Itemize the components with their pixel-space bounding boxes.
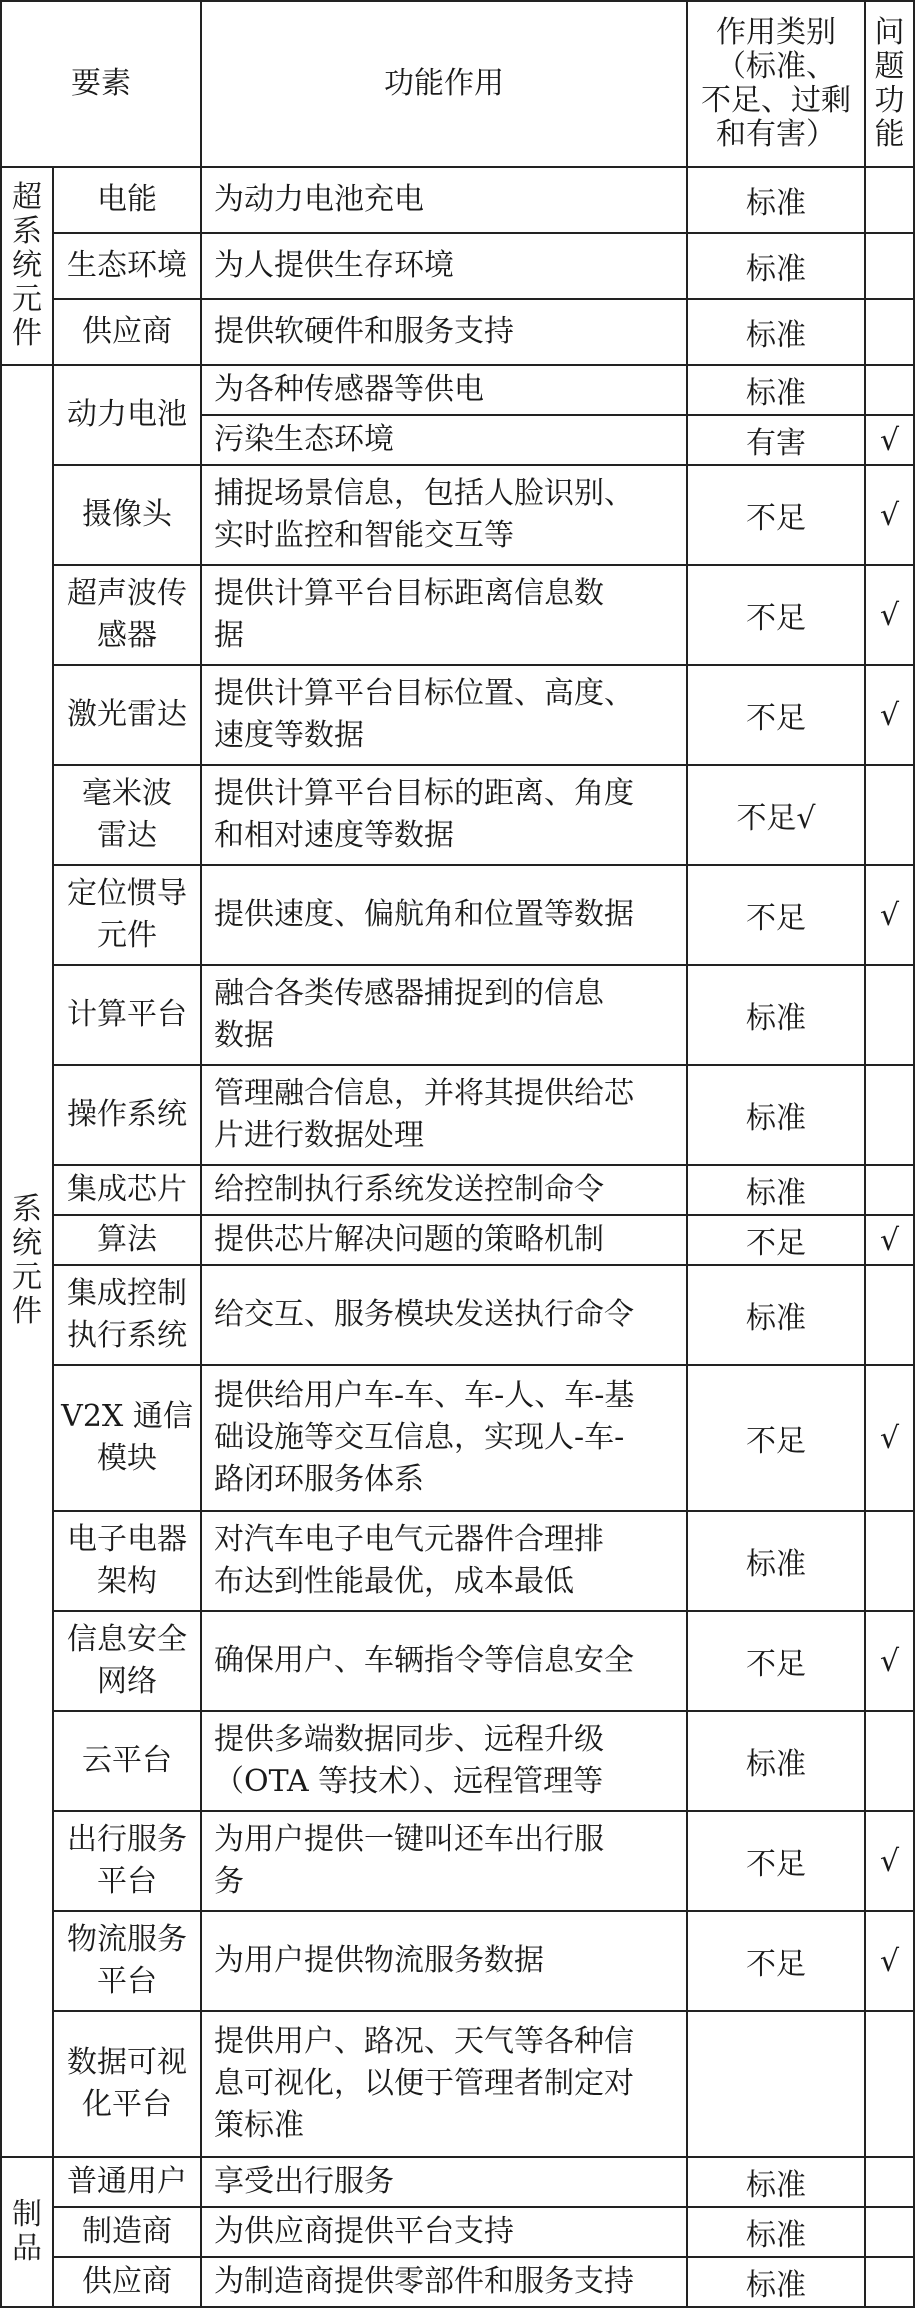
table-row [1, 465, 914, 565]
function-cell [201, 1911, 687, 2011]
category-cell: 标准 [687, 2157, 865, 2207]
table-row [1, 665, 914, 765]
function-cell [201, 167, 687, 233]
group-label-line: 件 [12, 1294, 42, 1329]
function-line: 享受出行服务 [214, 2164, 394, 2199]
header-problem [865, 1, 914, 167]
category-cell: 标准 [687, 1711, 865, 1811]
element-cell [53, 2157, 201, 2207]
element-line: 雷达 [97, 818, 157, 853]
group-label-line: 统 [12, 248, 42, 283]
function-line: 提供用户、路况、天气等各种信 [214, 2024, 634, 2059]
function-cell [201, 1811, 687, 1911]
table-row [1, 1611, 914, 1711]
element-cell [53, 1165, 201, 1215]
function-cell [201, 765, 687, 865]
function-line: 策标准 [214, 2108, 304, 2143]
category-cell: 标准 [687, 2257, 865, 2307]
header-problem-line: 问 [874, 15, 905, 50]
table-row [1, 765, 914, 865]
element-cell [53, 1811, 201, 1911]
problem-check-cell: √ [865, 415, 914, 465]
function-line: 路闭环服务体系 [214, 1462, 424, 1497]
element-cell [53, 167, 201, 233]
group-label-line: 系 [12, 214, 42, 249]
category-cell: 标准 [687, 299, 865, 365]
function-line: 速度等数据 [214, 718, 364, 753]
function-cell [201, 1511, 687, 1611]
element-cell [53, 765, 201, 865]
group-label-line: 品 [12, 2231, 42, 2266]
element-line: 算法 [97, 1222, 157, 1257]
problem-check-cell [865, 2157, 914, 2207]
table-row [1, 299, 914, 365]
function-line: 片进行数据处理 [214, 1118, 424, 1153]
element-cell [53, 565, 201, 665]
function-cell [201, 1611, 687, 1711]
function-cell [201, 665, 687, 765]
function-cell [201, 1215, 687, 1265]
table-row [1, 1065, 914, 1165]
function-line: 息可视化，以便于管理者制定对 [214, 2066, 634, 2101]
function-line: 提供计算平台目标的距离、角度 [214, 776, 634, 811]
element-line: 集成控制 [67, 1276, 187, 1311]
function-line: 础设施等交互信息，实现人-车- [214, 1420, 625, 1455]
table-row [1, 2157, 914, 2207]
element-line: 电子电器 [67, 1522, 187, 1557]
element-cell [53, 2257, 201, 2307]
category-cell: 标准 [687, 965, 865, 1065]
element-line: 生态环境 [67, 248, 187, 283]
function-cell [201, 2207, 687, 2257]
function-cell [201, 299, 687, 365]
category-cell: 不足 [687, 465, 865, 565]
problem-check-cell [865, 1511, 914, 1611]
category-cell: 不足 [687, 1215, 865, 1265]
function-line: 为供应商提供平台支持 [214, 2214, 514, 2249]
function-cell [201, 1265, 687, 1365]
group-label-line: 超 [12, 180, 42, 215]
category-cell: 不足 [687, 1811, 865, 1911]
function-line: （OTA 等技术）、远程管理等 [214, 1764, 604, 1799]
element-cell [53, 965, 201, 1065]
function-line: 和相对速度等数据 [214, 818, 454, 853]
category-cell: 标准 [687, 1511, 865, 1611]
table-row [1, 233, 914, 299]
table-body [1, 1, 914, 2307]
header-category [687, 1, 865, 167]
function-cell [201, 1165, 687, 1215]
function-line: 提供芯片解决问题的策略机制 [214, 1222, 604, 1257]
table-row [1, 1165, 914, 1215]
function-line: 提供软硬件和服务支持 [214, 314, 514, 349]
element-line: 网络 [97, 1664, 157, 1699]
problem-check-cell [865, 2257, 914, 2307]
element-line: 激光雷达 [67, 697, 187, 732]
function-line: 为用户提供一键叫还车出行服 [214, 1822, 604, 1857]
function-line: 确保用户、车辆指令等信息安全 [214, 1643, 634, 1678]
category-cell: 标准 [687, 233, 865, 299]
function-line: 为动力电池充电 [214, 182, 424, 217]
element-cell [53, 1911, 201, 2011]
problem-check-cell: √ [865, 1215, 914, 1265]
category-cell: 不足 [687, 865, 865, 965]
function-line: 捕捉场景信息，包括人脸识别、 [214, 476, 634, 511]
function-cell [201, 565, 687, 665]
problem-check-cell [865, 1165, 914, 1215]
function-line: 数据 [214, 1018, 274, 1053]
problem-check-cell: √ [865, 1911, 914, 2011]
problem-check-cell: √ [865, 865, 914, 965]
function-line: 提供给用户车-车、车-人、车-基 [214, 1378, 635, 1413]
table-row [1, 1215, 914, 1265]
function-cell [201, 1711, 687, 1811]
element-cell [53, 1511, 201, 1611]
element-cell [53, 1265, 201, 1365]
element-line: 物流服务 [67, 1922, 187, 1957]
table-row [1, 2011, 914, 2157]
problem-check-cell [865, 365, 914, 415]
category-cell: 有害 [687, 415, 865, 465]
element-cell [53, 1711, 201, 1811]
function-line: 据 [214, 618, 244, 653]
function-cell [201, 465, 687, 565]
function-cell [201, 365, 687, 415]
category-cell: 不足 [687, 1365, 865, 1511]
problem-check-cell [865, 2011, 914, 2157]
problem-check-cell: √ [865, 565, 914, 665]
header-problem-line: 能 [874, 117, 905, 152]
element-cell [53, 2207, 201, 2257]
group-label-line: 统 [12, 1226, 42, 1261]
element-line: 模块 [97, 1441, 157, 1476]
element-line: 供应商 [82, 2264, 172, 2299]
table-row [1, 1365, 914, 1511]
function-cell [201, 2257, 687, 2307]
element-cell [53, 1365, 201, 1511]
function-cell [201, 2011, 687, 2157]
element-line: V2X 通信 [61, 1399, 193, 1434]
category-cell: 标准 [687, 2207, 865, 2257]
header-category-line: 和有害） [716, 117, 836, 152]
element-cell [53, 865, 201, 965]
category-cell: 标准 [687, 1265, 865, 1365]
element-line: 制造商 [82, 2214, 172, 2249]
problem-check-cell: √ [865, 1365, 914, 1511]
element-line: 定位惯导 [67, 876, 187, 911]
table-row [1, 965, 914, 1065]
function-line: 对汽车电子电气元器件合理排 [214, 1522, 604, 1557]
function-cell [201, 1365, 687, 1511]
function-line: 提供计算平台目标位置、高度、 [214, 676, 634, 711]
element-line: 执行系统 [67, 1318, 187, 1353]
category-cell: 标准 [687, 1065, 865, 1165]
group-label-line: 元 [12, 282, 42, 317]
element-line: 元件 [97, 918, 157, 953]
table-row [1, 365, 914, 415]
header-function: 功能作用 [201, 1, 687, 167]
table-row [1, 1911, 914, 2011]
element-line: 计算平台 [67, 997, 187, 1032]
element-cell [53, 1611, 201, 1711]
function-line: 为各种传感器等供电 [214, 372, 484, 407]
element-line: 信息安全 [67, 1622, 187, 1657]
problem-check-cell [865, 167, 914, 233]
element-line: 架构 [97, 1564, 157, 1599]
group-label-line: 系 [12, 1192, 42, 1227]
element-cell [53, 233, 201, 299]
table-row [1, 1511, 914, 1611]
function-line: 提供速度、偏航角和位置等数据 [214, 897, 634, 932]
element-line: 摄像头 [82, 497, 172, 532]
group-label-super-system [1, 167, 53, 365]
element-cell [53, 2011, 201, 2157]
table-row [1, 565, 914, 665]
element-cell [53, 365, 201, 465]
problem-check-cell: √ [865, 665, 914, 765]
element-cell [53, 665, 201, 765]
element-line: 化平台 [82, 2087, 172, 2122]
function-line: 为人提供生存环境 [214, 248, 454, 283]
element-line: 感器 [97, 618, 157, 653]
header-element: 要素 [1, 1, 201, 167]
category-cell: 标准 [687, 365, 865, 415]
problem-check-cell [865, 965, 914, 1065]
function-line: 管理融合信息，并将其提供给芯 [214, 1076, 634, 1111]
group-label-system [1, 365, 53, 2157]
group-label-product [1, 2157, 53, 2307]
problem-check-cell [865, 1065, 914, 1165]
element-cell [53, 465, 201, 565]
category-cell: 标准 [687, 1165, 865, 1215]
function-line: 给交互、服务模块发送执行命令 [214, 1297, 634, 1332]
element-line: 供应商 [82, 314, 172, 349]
function-cell [201, 965, 687, 1065]
table-row [1, 1265, 914, 1365]
function-line: 提供计算平台目标距离信息数 [214, 576, 604, 611]
table-row [1, 1711, 914, 1811]
function-line: 污染生态环境 [214, 422, 394, 457]
header-category-line: （标准、 [716, 49, 836, 84]
element-cell [53, 1215, 201, 1265]
function-line: 务 [214, 1864, 244, 1899]
category-cell: 不足 [687, 1911, 865, 2011]
element-line: 平台 [97, 1864, 157, 1899]
element-line: 电能 [97, 182, 157, 217]
element-line: 动力电池 [67, 397, 187, 432]
function-line: 给控制执行系统发送控制命令 [214, 1172, 604, 1207]
problem-check-cell: √ [865, 1611, 914, 1711]
problem-check-cell: √ [865, 1811, 914, 1911]
header-category-line: 作用类别 [716, 15, 836, 50]
function-cell [201, 2157, 687, 2207]
header-category-line: 不足、过剩 [701, 83, 851, 118]
table-row [1, 2207, 914, 2257]
table-row [1, 865, 914, 965]
category-cell: 不足 [687, 665, 865, 765]
element-cell [53, 299, 201, 365]
element-line: 超声波传 [67, 576, 187, 611]
group-label-line: 元 [12, 1260, 42, 1295]
element-line: 平台 [97, 1964, 157, 1999]
header-problem-line: 功 [874, 83, 905, 118]
element-line: 普通用户 [67, 2164, 187, 2199]
problem-check-cell [865, 1265, 914, 1365]
function-cell [201, 233, 687, 299]
category-cell: 标准 [687, 167, 865, 233]
function-cell [201, 415, 687, 465]
element-line: 操作系统 [67, 1097, 187, 1132]
category-cell [687, 2011, 865, 2157]
problem-check-cell [865, 1711, 914, 1811]
function-line: 为用户提供物流服务数据 [214, 1943, 544, 1978]
element-line: 数据可视 [67, 2045, 187, 2080]
table-row [1, 2257, 914, 2307]
element-line: 出行服务 [67, 1822, 187, 1857]
group-label-line: 制 [12, 2197, 42, 2232]
problem-check-cell [865, 233, 914, 299]
element-line: 集成芯片 [67, 1172, 187, 1207]
category-cell: 不足 [687, 565, 865, 665]
function-line: 布达到性能最优，成本最低 [214, 1564, 574, 1599]
function-line: 融合各类传感器捕捉到的信息 [214, 976, 604, 1011]
table-row [1, 167, 914, 233]
problem-check-cell [865, 765, 914, 865]
function-line: 实时监控和智能交互等 [214, 518, 514, 553]
problem-check-cell: √ [865, 465, 914, 565]
table-row [1, 1811, 914, 1911]
element-line: 毫米波 [82, 776, 172, 811]
function-cell [201, 865, 687, 965]
function-cell [201, 1065, 687, 1165]
category-cell: 不足 [687, 1611, 865, 1711]
function-line: 为制造商提供零部件和服务支持 [214, 2264, 634, 2299]
group-label-line: 件 [12, 316, 42, 351]
category-cell: 不足√ [687, 765, 865, 865]
function-line: 提供多端数据同步、远程升级 [214, 1722, 604, 1757]
problem-check-cell [865, 299, 914, 365]
header-row [1, 1, 914, 167]
element-line: 云平台 [82, 1743, 172, 1778]
problem-check-cell [865, 2207, 914, 2257]
header-problem-line: 题 [874, 49, 905, 84]
element-cell [53, 1065, 201, 1165]
